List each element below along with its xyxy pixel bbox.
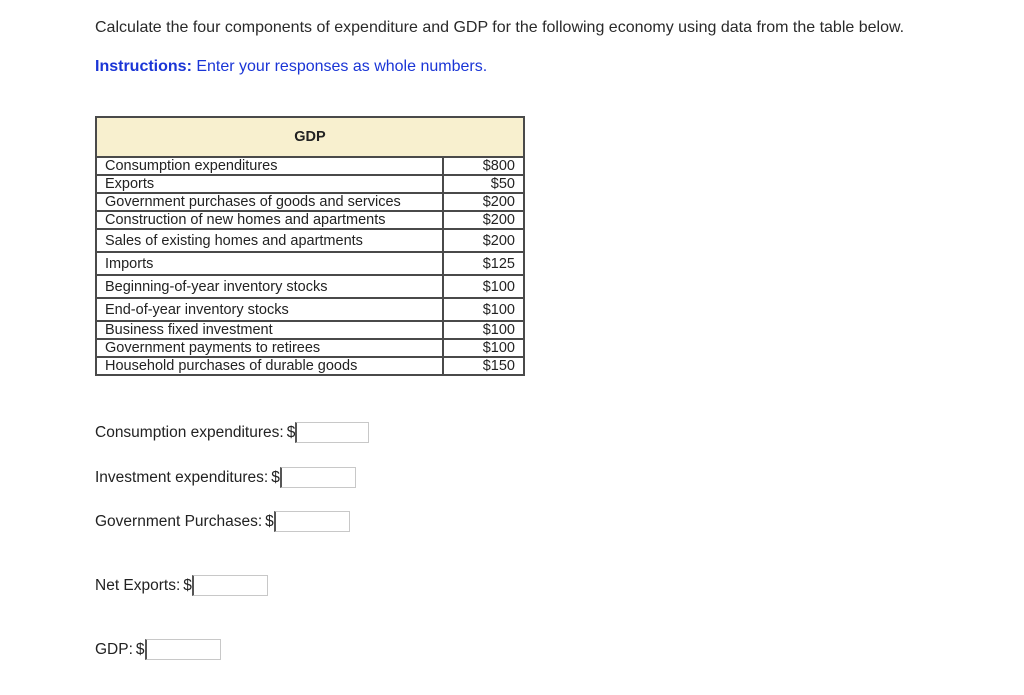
row-value: $200	[443, 193, 524, 211]
investment-input[interactable]	[280, 467, 356, 488]
row-label: Government payments to retirees	[96, 339, 443, 357]
row-label: Construction of new homes and apartments	[96, 211, 443, 229]
row-value: $100	[443, 275, 524, 298]
consumption-label: Consumption expenditures:	[95, 423, 284, 441]
currency-symbol: $	[286, 423, 296, 441]
consumption-input[interactable]	[295, 422, 369, 443]
table-row	[96, 357, 524, 375]
row-label: Household purchases of durable goods	[96, 357, 443, 375]
currency-symbol: $	[271, 468, 280, 486]
instructions-text: Enter your responses as whole numbers.	[191, 58, 488, 75]
row-label: Business fixed investment	[96, 321, 443, 339]
currency-symbol: $	[265, 512, 274, 530]
government-answer	[95, 511, 350, 532]
table-row	[96, 339, 524, 357]
row-label: Beginning-of-year inventory stocks	[96, 275, 443, 298]
row-label: Sales of existing homes and apartments	[96, 229, 443, 252]
row-label: Consumption expenditures	[96, 157, 443, 175]
row-label: Exports	[96, 175, 443, 193]
table-header-row	[96, 117, 524, 157]
government-label: Government Purchases:	[95, 512, 263, 530]
table-row	[96, 298, 524, 321]
row-value: $200	[443, 229, 524, 252]
row-value: $150	[443, 357, 524, 375]
gdp-label: GDP:	[95, 640, 133, 658]
row-value: $50	[443, 175, 524, 193]
table-row	[96, 157, 524, 175]
table-row	[96, 252, 524, 275]
currency-symbol: $	[183, 576, 192, 594]
row-value: $100	[443, 298, 524, 321]
table-row	[96, 321, 524, 339]
row-value: $100	[443, 339, 524, 357]
row-value: $800	[443, 157, 524, 175]
table-row	[96, 175, 524, 193]
instructions	[95, 58, 487, 76]
row-value: $125	[443, 252, 524, 275]
question-prompt: Calculate the four components of expenditure and GDP for the following economy using data from the table below.	[95, 19, 905, 36]
table-row	[96, 275, 524, 298]
investment-answer	[95, 467, 356, 488]
instructions-label: Instructions:	[95, 58, 192, 75]
gdp-input[interactable]	[145, 639, 221, 660]
table-row	[96, 193, 524, 211]
row-value: $100	[443, 321, 524, 339]
table-row	[96, 229, 524, 252]
investment-label: Investment expenditures:	[95, 468, 269, 486]
net-exports-input[interactable]	[192, 575, 268, 596]
net-exports-label: Net Exports:	[95, 576, 181, 594]
table-header: GDP	[96, 117, 524, 157]
government-input[interactable]	[274, 511, 350, 532]
row-label: Government purchases of goods and services	[96, 193, 443, 211]
row-value: $200	[443, 211, 524, 229]
currency-symbol: $	[135, 640, 145, 658]
row-label: End-of-year inventory stocks	[96, 298, 443, 321]
gdp-answer	[95, 639, 221, 660]
row-label: Imports	[96, 252, 443, 275]
net-exports-answer	[95, 575, 268, 596]
gdp-data-table	[95, 116, 525, 376]
table-row	[96, 211, 524, 229]
consumption-answer	[95, 422, 369, 443]
